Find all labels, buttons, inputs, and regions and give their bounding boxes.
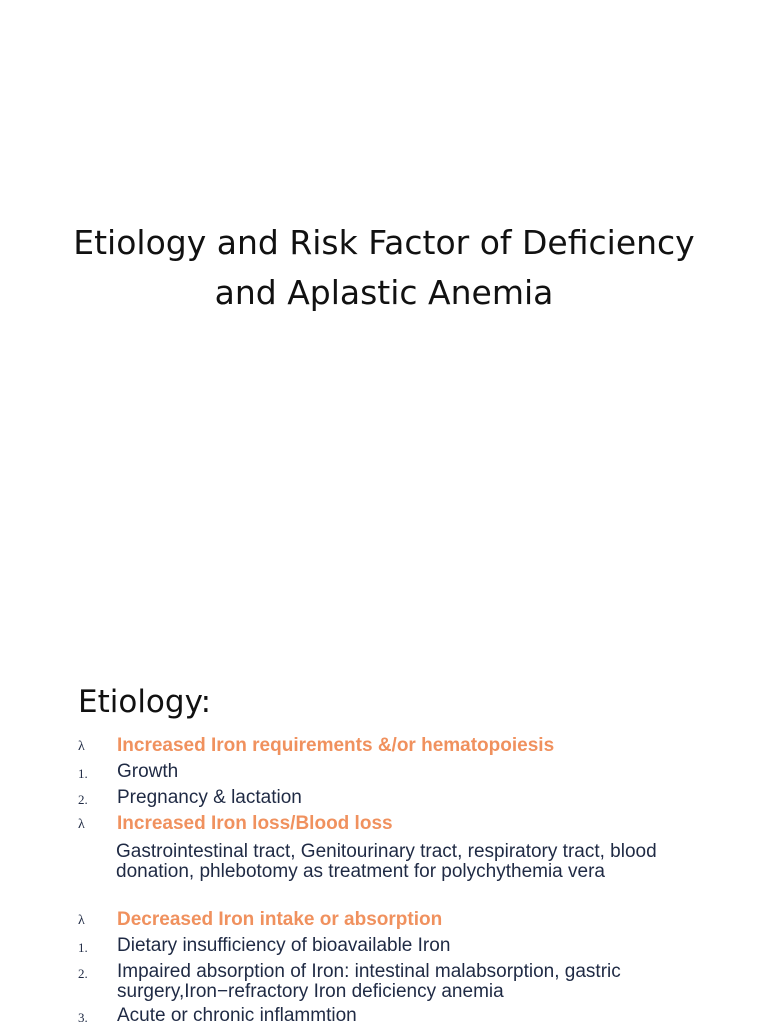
list-number: 3. bbox=[78, 1010, 88, 1024]
list-number: 1. bbox=[78, 766, 88, 781]
lambda-bullet-icon: λ bbox=[78, 913, 85, 928]
lambda-bullet-icon: λ bbox=[78, 817, 85, 832]
slide-heading: Etiology: bbox=[78, 684, 212, 720]
category-heading: Increased Iron loss/Blood loss bbox=[117, 813, 393, 834]
list-number: 1. bbox=[78, 940, 88, 955]
list-item-text: Pregnancy & lactation bbox=[117, 787, 302, 808]
list-item-text: Gastrointestinal tract, Genitourinary tract, respiratory tract, blood donation, phlebotomy as treatment for polychythemia vera bbox=[116, 841, 657, 882]
slide-title-line-2: and Aplastic Anemia bbox=[214, 273, 554, 312]
list-number: 2. bbox=[78, 792, 88, 807]
slide-title bbox=[40, 218, 728, 318]
list-item-text: Impaired absorption of Iron: intestinal malabsorption, gastric surgery,Iron−refractory Iron deficiency anemia bbox=[117, 961, 621, 1002]
etiology-list bbox=[0, 736, 768, 1024]
list-item-text: Dietary insufficiency of bioavailable Iron bbox=[117, 935, 451, 956]
etiology-slide bbox=[0, 640, 768, 1024]
list-item-text: Growth bbox=[117, 761, 179, 782]
list-item bbox=[0, 736, 768, 762]
category-heading: Decreased Iron intake or absorption bbox=[117, 909, 443, 930]
list-item bbox=[0, 910, 768, 936]
list-item bbox=[0, 814, 768, 840]
list-item bbox=[0, 936, 768, 962]
list-number: 2. bbox=[78, 966, 88, 981]
list-item-text: Acute or chronic inflammtion bbox=[117, 1005, 357, 1024]
slide-title-line-1: Etiology and Risk Factor of Deficiency bbox=[73, 223, 695, 262]
list-item bbox=[0, 788, 768, 814]
list-item bbox=[0, 840, 768, 910]
lambda-bullet-icon: λ bbox=[78, 739, 85, 754]
category-heading: Increased Iron requirements &/or hematopoiesis bbox=[117, 735, 555, 756]
list-item bbox=[0, 762, 768, 788]
list-item bbox=[0, 962, 768, 1006]
list-item bbox=[0, 1006, 768, 1024]
